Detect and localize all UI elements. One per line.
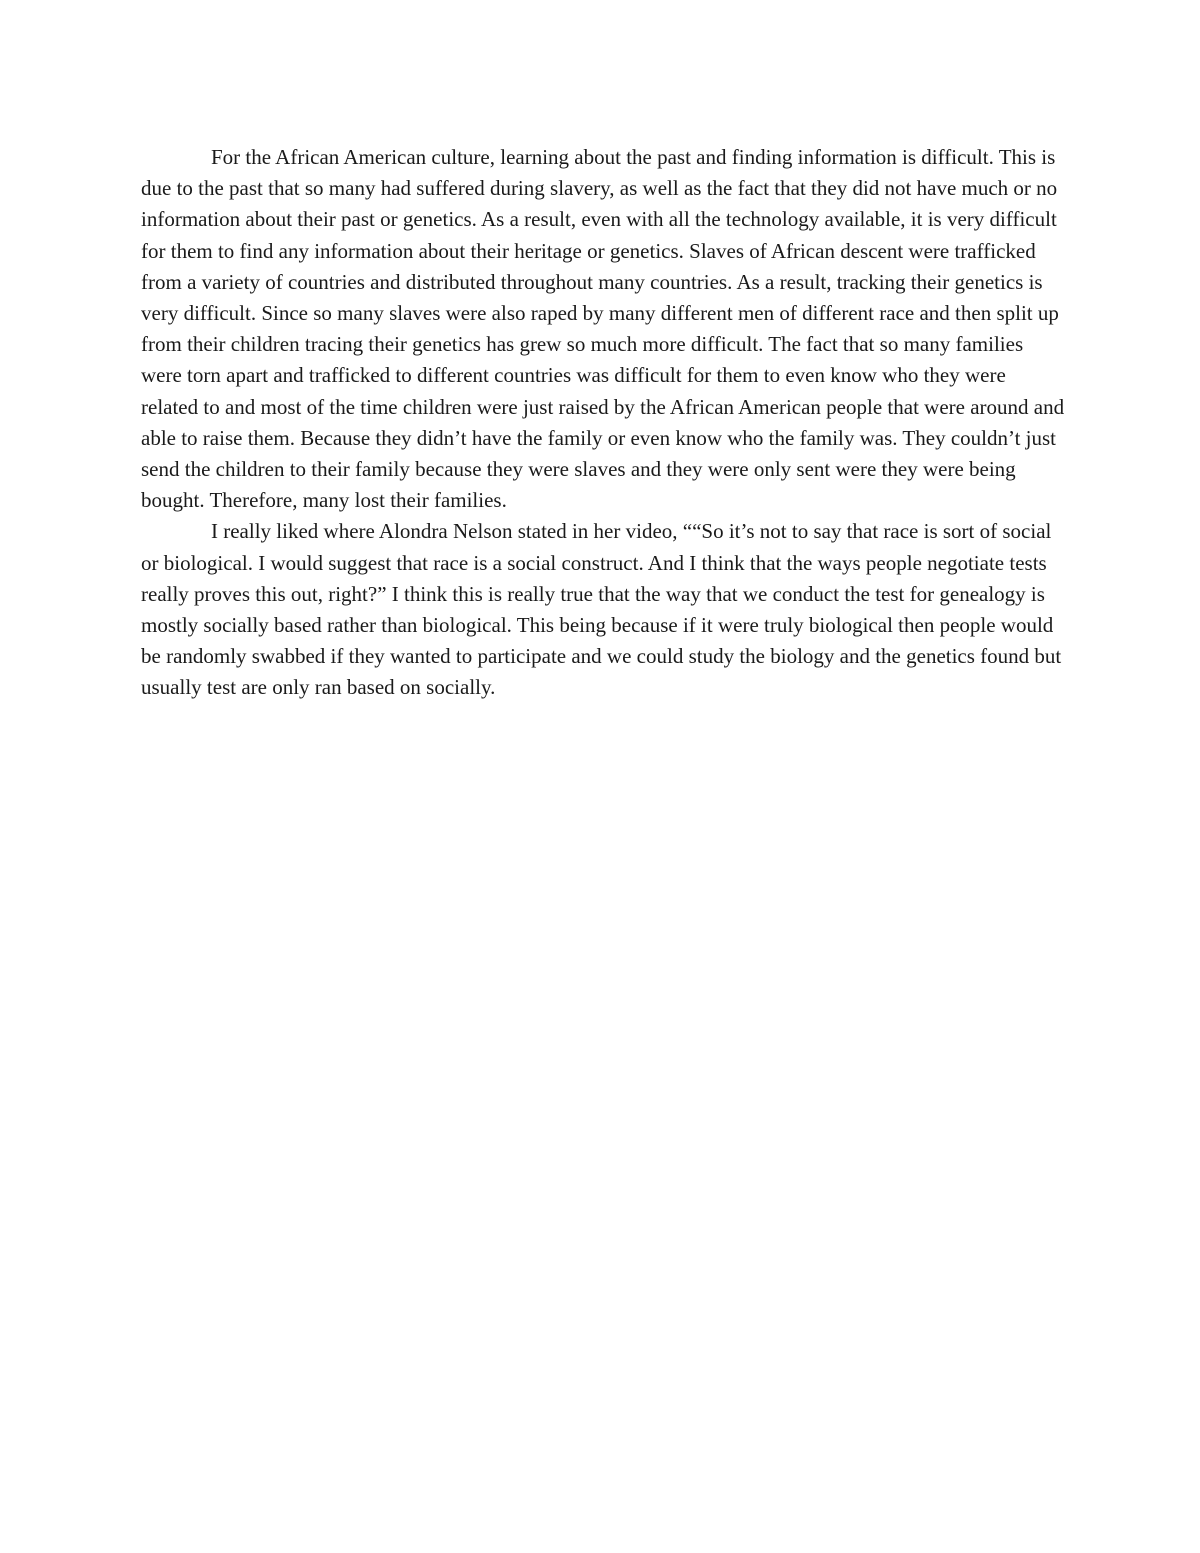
paragraph-2: I really liked where Alondra Nelson stated in her video, ““So it’s not to say that race is sort of social or biological. I would suggest that race is a social construct. And I think that the ways people negotiate tests really proves this out, right?” I think this is really true that the way that we conduct the test for genealogy is mostly socially based rather than biological. This being because if it were truly biological then people would be randomly swabbed if they wanted to participate and we could study the biology and the genetics found but usually test are only ran based on socially. xyxy=(141,519,1062,700)
paragraph-1: For the African American culture, learning about the past and finding information is difficult. This is due to the past that so many had suffered during slavery, as well as the fact that they did not have much or no information about their past or genetics. As a result, even with all the technology available, it is very difficult for them to find any information about their heritage or genetics. Slaves of African descent were trafficked from a variety of countries and distributed throughout many countries. As a result, tracking their genetics is very difficult. Since so many slaves were also raped by many different men of different race and then split up from their children tracing their genetics has grew so much more difficult. The fact that so many families were torn apart and trafficked to different countries was difficult for them to even know who they were related to and most of the time children were just raised by the African American people that were around and able to raise them. Because they didn’t have the family or even know who the family was. They couldn’t just send the children to their family because they were slaves and they were only sent were they were being bought. Therefore, many lost their families. xyxy=(141,145,1065,513)
document-body xyxy=(141,142,1066,704)
